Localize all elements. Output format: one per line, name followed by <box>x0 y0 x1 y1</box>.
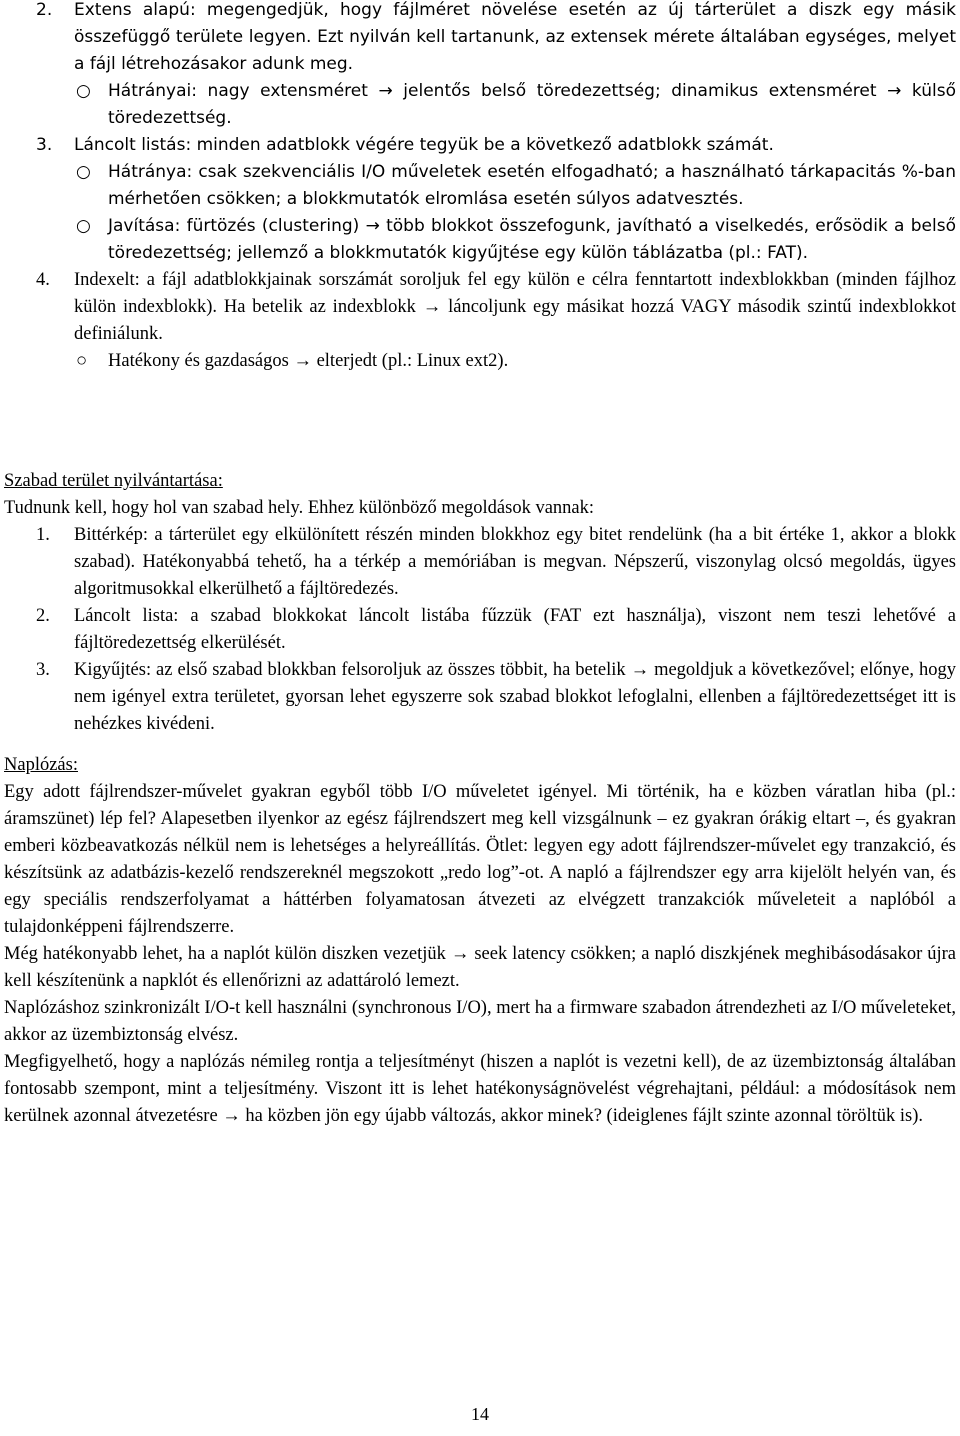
list-item-text: Láncolt lista: a szabad blokkokat láncolt listába fűzzük (FAT ezt használja), viszont nem teszi lehetővé a fájltöredezettség elkerülését. <box>74 606 956 653</box>
sub-bullet-text: Javítása: fürtözés (clustering) → több blokkot összefogunk, javítható a viselkedés, erősödik a belső töredezettség; jellemző a blokkmutatók kigyűjtése egy külön táblázatba (pl.: FAT). <box>108 216 956 263</box>
allocation-methods-section <box>0 0 956 375</box>
main-text-section <box>0 468 956 1130</box>
list-number: 3. <box>36 660 50 680</box>
sub-bullet-item <box>0 159 956 213</box>
logging-paragraph: Még hatékonyabb lehet, ha a naplót külön diszken vezetjük → seek latency csökken; a napló diszkjének meghibásodásakor újra kell készítenünk a napklót és ellenőrizni az adattároló lemezt. <box>4 944 956 991</box>
sub-bullet-text: Hátrányai: nagy extensméret → jelentős belső töredezettség; dinamikus extensméret → külső töredezettség. <box>108 81 956 128</box>
list-item-extent <box>0 0 956 78</box>
sub-bullet-item <box>0 348 956 375</box>
free-space-item-bitmap <box>0 522 956 603</box>
circle-bullet-icon: ○ <box>76 162 91 182</box>
free-space-intro: Tudnunk kell, hogy hol van szabad hely. Ehhez különböző megoldások vannak: <box>4 498 595 518</box>
list-item-linked-list <box>0 132 956 159</box>
page-number: 14 <box>471 1404 489 1424</box>
sub-bullet-text: Hatékony és gazdaságos → elterjedt (pl.: Linux ext2). <box>108 351 509 371</box>
logging-paragraph: Egy adott fájlrendszer-művelet gyakran egyből több I/O műveletet igényel. Mi történik, ha e közben váratlan hiba (pl.: áramszünet) lép fel? Alapesetben ilyenkor az egész fájlrendszert meg kell vizsgálnunk – ez gyakran órákig eltart –, és gyakran emberi közbeavatkozás nélkül nem is lehetséges a helyreállítás. Ötlet: legyen egy adott fájlrendszer-művelet egy tranzakció, és készítsünk az adatbázis-kezelő rendszereknél megszokott „redo log”-ot. A napló a fájlrendszer egy arra kijelölt helyén van, és egy speciális rendszerfolyamat a háttérben folyamatosan átvezeti az elvégzett tranzakciók műveleteit a naplóból a tulajdonképpeni fájlrendszerre. <box>4 782 956 937</box>
list-number: 2. <box>36 0 53 20</box>
list-number: 2. <box>36 606 50 626</box>
sub-bullet-item <box>0 78 956 132</box>
list-item-text: Extens alapú: megengedjük, hogy fájlméret növelése esetén az új tárterület a diszk egy másik összefüggő területe legyen. Ezt nyilván kell tartanunk, az extensek mérete általában egységes, melyet a fájl létrehozásakor adunk meg. <box>74 0 956 74</box>
list-item-text: Bittérkép: a tárterület egy elkülönített részén minden blokkhoz egy bitet rendelünk (ha a bit értéke 1, akkor a blokk szabad). Hatékonyabbá tehető, ha a térkép a memóriában is megvan. Népszerű, viszonylag olcsó megoldás, ügyes algoritmusokkal elkerülhető a fájltöredezés. <box>74 525 956 599</box>
logging-heading: Naplózás: <box>4 755 78 775</box>
list-number: 4. <box>36 270 50 290</box>
list-item-text: Láncolt listás: minden adatblokk végére tegyük be a következő adatblokk számát. <box>74 135 774 155</box>
list-number: 1. <box>36 525 50 545</box>
free-space-item-grouping <box>0 657 956 738</box>
circle-bullet-icon: ○ <box>76 216 91 236</box>
sub-bullet-text: Hátránya: csak szekvenciális I/O műveletek esetén elfogadható; a használható tárkapacitás %-ban mérhetően csökken; a blokkmutatók elromlása esetén súlyos adatvesztés. <box>108 162 956 209</box>
list-item-indexed <box>0 267 956 348</box>
free-space-heading: Szabad terület nyilvántartása: <box>4 471 223 491</box>
circle-bullet-icon: ○ <box>76 351 88 371</box>
list-item-text: Indexelt: a fájl adatblokkjainak sorszámát soroljuk fel egy külön e célra fenntartott indexblokkban (minden fájlhoz külön indexblokk). Ha betelik az indexblokk → láncoljunk egy másikat hozzá VAGY második szintű indexblokkot definiálunk. <box>74 270 956 344</box>
circle-bullet-icon: ○ <box>76 81 91 101</box>
free-space-item-linked-list <box>0 603 956 657</box>
logging-paragraph: Megfigyelhető, hogy a naplózás némileg rontja a teljesítményt (hiszen a naplót is vezetni kell), de az üzembiztonság általában fontosabb szempont, mint a teljesítmény. Viszont itt is lehet hatékonyságnövelést végrehajtani, például: a módosítások nem kerülnek azonnal átvezetésre → ha közben jön egy újabb változás, akkor minek? (ideiglenes fájlt szinte azonnal töröltük is). <box>4 1052 956 1126</box>
list-item-text: Kigyűjtés: az első szabad blokkban felsoroljuk az összes többit, ha betelik → megoldjuk a következővel; előnye, hogy nem igényel extra területet, gyorsan lehet egyszerre sok szabad blokkot lefoglalni, ellenben a fájltöredezettséget itt is nehézkes kivédeni. <box>74 660 956 734</box>
sub-bullet-item <box>0 213 956 267</box>
logging-paragraph: Naplózáshoz szinkronizált I/O-t kell használni (synchronous I/O), mert ha a firmware szabadon átrendezheti az I/O műveleteket, akkor az üzembiztonság elvész. <box>4 998 956 1045</box>
section-spacer <box>0 738 956 752</box>
list-number: 3. <box>36 135 53 155</box>
